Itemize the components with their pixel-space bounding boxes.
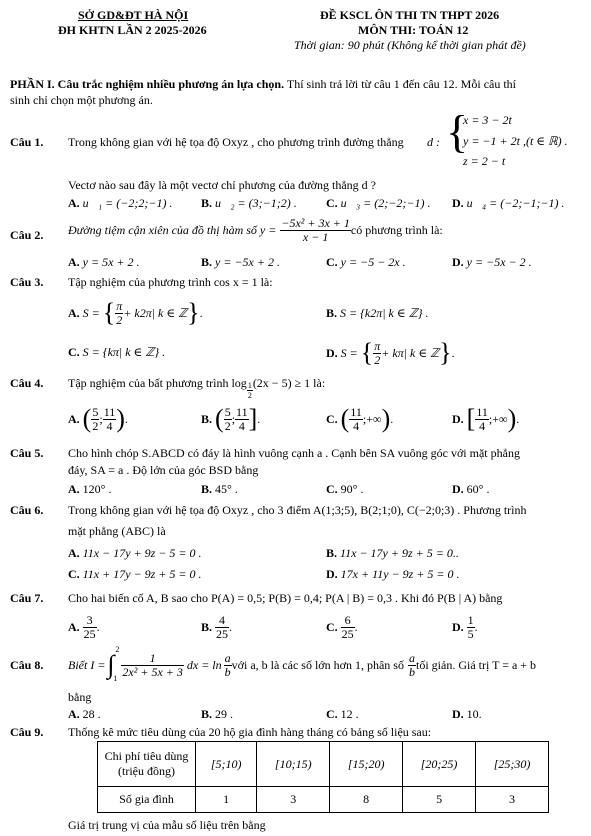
table-row-label: Số gia đình xyxy=(98,787,196,813)
question-text: Thống kê mức tiêu dùng của 20 hộ gia đình hàng tháng có bảng số liệu sau: xyxy=(68,725,432,739)
header-exam-title: ĐỀ KSCL ÔN THI TN THPT 2026 xyxy=(320,8,500,22)
option-b[interactable]: B. ( $\frac{5}{2}$ ; $\frac{11}{4}$ ] . xyxy=(201,404,261,433)
question-text: Trong không gian với hệ tọa độ Oxyz , cho 3 điểm A(1;3;5), B(2;1;0), C(−2;0;3) . Phương trình xyxy=(68,503,527,517)
table-cell: 5 xyxy=(403,787,476,813)
question-text-2: Vectơ nào sau đây là một vectơ chỉ phương của đường thẳng d ? xyxy=(68,178,376,192)
option-c[interactable]: C. $\frac{6}{25}$ . xyxy=(326,612,358,641)
system-eq-3: z = 2 − t xyxy=(463,154,506,168)
option-c[interactable]: C. ( $\frac{11}{4}$ ;+∞ ) . xyxy=(326,404,394,433)
question-text: Biết I = ∫ 2 1 $\frac{1}{\text{2x² + 5x + 3}}$ dx = ln $\frac{a}{b}$ với a, b là các số lớn hơn 1, phân số $\frac{a}{b}$ tối giản. Giá trị T = a + b xyxy=(68,645,537,683)
question-text: Cho hình chóp S.ABCD có đáy là hình vuông cạnh a . Cạnh bên SA vuông góc với mặt phẳng xyxy=(68,446,520,460)
question-text-2: mặt phẳng (ABC) là xyxy=(68,524,166,538)
option-d[interactable]: D. 17x + 11y − 9z + 5 = 0 . xyxy=(326,567,460,581)
question-number: Câu 9. xyxy=(10,725,44,739)
option-b[interactable]: B. S = {k2π| k ∈ ℤ} . xyxy=(326,306,429,320)
option-a[interactable]: A. 28 . xyxy=(68,707,101,721)
option-d[interactable]: D. y = −5x − 2 . xyxy=(452,255,532,269)
integrand-fraction: $\frac{1}{\text{2x² + 5x + 3}}$ xyxy=(122,650,183,679)
header-exam-round: ĐH KHTN LẦN 2 2025-2026 xyxy=(58,23,207,37)
table-cell: 8 xyxy=(330,787,403,813)
question-number: Câu 6. xyxy=(10,503,44,517)
section-instruction-text: Thí sinh trả lời từ câu 1 đến câu 12. Mỗi câu thí xyxy=(284,77,517,91)
table-row xyxy=(98,787,549,813)
option-b[interactable]: B. 11x − 17y + 9z + 5 = 0.. xyxy=(326,546,459,560)
data-table xyxy=(97,741,549,813)
question-text-2: Giá trị trung vị của mẫu số liệu trên bằng xyxy=(68,818,266,832)
question-number: Câu 2. xyxy=(10,228,44,242)
question-number: Câu 1. xyxy=(10,135,44,149)
question-text: Tập nghiệm của bất phương trình log $\frac{1}{2}$ (2x − 5) ≥ 1 là: xyxy=(68,376,326,400)
question-text: Đường tiệm cận xiên của đồ thị hàm số y = $\frac{\text{−5x² + 3x + 1}}{x - 1}$ có phương trình là: xyxy=(68,215,443,244)
fraction: $\frac{\text{−5x² + 3x + 1}}{x - 1}$ xyxy=(281,215,350,244)
table-cell: 1 xyxy=(196,787,257,813)
question-text: Trong không gian với hệ tọa độ Oxyz , cho phương trình đường thẳng xyxy=(68,135,404,149)
table-cell: [10;15) xyxy=(257,742,330,787)
option-a[interactable]: A. ( $\frac{5}{2}$ ; $\frac{11}{4}$ ) . xyxy=(68,404,128,433)
question-text-2: đáy, SA = a . Độ lớn của góc BSD bằng xyxy=(68,463,259,477)
table-row xyxy=(98,742,549,787)
table-cell: [5;10) xyxy=(196,742,257,787)
option-a[interactable]: A. 120° . xyxy=(68,482,112,496)
option-a[interactable]: A. $\frac{3}{25}$ . xyxy=(68,612,100,641)
question-number: Câu 7. xyxy=(10,591,44,605)
question-number: Câu 5. xyxy=(10,446,44,460)
table-cell: [25;30) xyxy=(476,742,549,787)
option-b[interactable]: B. 29 . xyxy=(201,707,234,721)
fraction: $\frac{\pi}{2}$ xyxy=(374,338,381,367)
table-header: Chi phí tiêu dùng (triệu đồng) xyxy=(98,742,196,787)
option-b[interactable]: B. y = −5x + 2 . xyxy=(201,255,280,269)
table-cell: 3 xyxy=(257,787,330,813)
question-number: Câu 4. xyxy=(10,376,44,390)
option-c[interactable]: C. 11x + 17y − 9z + 5 = 0 . xyxy=(68,567,202,581)
table-cell: [20;25) xyxy=(403,742,476,787)
system-eq-2: y = −1 + 2t ,(t ∈ ℝ) . xyxy=(463,134,568,148)
header-org: SỞ GD&ĐT HÀ NỘI xyxy=(78,8,189,22)
system-eq-1: x = 3 − 2t xyxy=(463,113,512,127)
option-d[interactable]: D. u⃗₄ = (−2;−1;−1) . xyxy=(452,196,565,210)
question-number: Câu 3. xyxy=(10,275,44,289)
header-subject: MÔN THI: TOÁN 12 xyxy=(358,23,469,37)
option-d[interactable]: D. 60° . xyxy=(452,482,490,496)
option-c[interactable]: C. u⃗₃ = (2;−2;−1) . xyxy=(326,196,431,210)
option-c[interactable]: C. y = −5 − 2x . xyxy=(326,255,406,269)
table-cell: 3 xyxy=(476,787,549,813)
option-b[interactable]: B. $\frac{4}{25}$ . xyxy=(201,612,233,641)
integral-sign: ∫ 2 1 xyxy=(107,645,120,683)
section-instruction xyxy=(10,77,516,92)
option-a[interactable]: A. 11x − 17y + 9z − 5 = 0 . xyxy=(68,546,202,560)
option-d[interactable]: D. $\frac{1}{5}$ . xyxy=(452,612,478,641)
fraction: $\frac{\pi}{2}$ xyxy=(116,298,123,327)
log-base: $\frac{1}{2}$ xyxy=(247,381,252,400)
section-instruction-line2: sinh chỉ chọn một phương án. xyxy=(10,93,153,107)
option-a[interactable]: A. y = 5x + 2 . xyxy=(68,255,140,269)
header-duration: Thời gian: 90 phút (Không kể thời gian phát đề) xyxy=(294,38,526,52)
option-c[interactable]: C. S = {kπ| k ∈ ℤ} . xyxy=(68,345,166,359)
option-b[interactable]: B. 45° . xyxy=(201,482,238,496)
option-c[interactable]: C. 90° . xyxy=(326,482,364,496)
line-label: d : xyxy=(427,135,440,149)
system-brace: { xyxy=(446,106,469,157)
question-text: Cho hai biến cố A, B sao cho P(A) = 0,5; P(B) = 0,4; P(A | B) = 0,3 . Khi đó P(B | A) bằng xyxy=(68,591,503,605)
option-a[interactable]: A. u⃗₁ = (−2;2;−1) . xyxy=(68,196,173,210)
option-b[interactable]: B. u⃗₂ = (3;−1;2) . xyxy=(201,196,297,210)
question-text: Tập nghiệm của phương trình cos x = 1 là: xyxy=(68,275,273,289)
option-d[interactable]: D. S = { $\frac{\pi}{2}$ + kπ| k ∈ ℤ } . xyxy=(326,338,455,367)
question-text-2: bằng xyxy=(68,690,92,704)
option-c[interactable]: C. 12 . xyxy=(326,707,359,721)
option-a[interactable]: A. S = { $\frac{\pi}{2}$ + k2π| k ∈ ℤ } . xyxy=(68,298,203,327)
section-title: PHẦN I. Câu trắc nghiệm nhiều phương án lựa chọn. xyxy=(10,77,285,91)
question-number: Câu 8. xyxy=(10,658,44,672)
option-d[interactable]: D. [ $\frac{11}{4}$ ;+∞ ) . xyxy=(452,404,520,433)
table-cell: [15;20) xyxy=(330,742,403,787)
option-d[interactable]: D. 10. xyxy=(452,707,482,721)
